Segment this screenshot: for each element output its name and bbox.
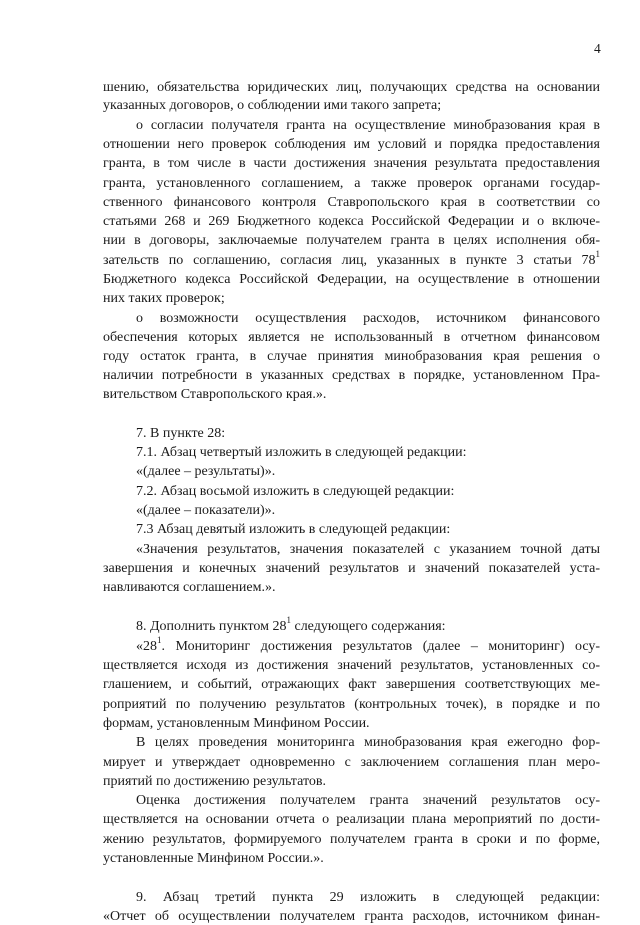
text-line: году остаток гранта, в случае принятия минобразования края решения о: [103, 349, 600, 364]
text-line: ственного финансового контроля Ставропольского края в соответствии со: [103, 195, 600, 210]
text-line: 7.2. Абзац восьмой изложить в следующей редакции:: [136, 484, 455, 499]
text-line: 7.1. Абзац четвертый изложить в следующей редакции:: [136, 445, 467, 460]
text-line: формам, установленным Минфином России.: [103, 716, 370, 731]
text-line-with-superscripts: статьями 268 и 269 Бюджетного кодекса Российской Федерации и о включе-: [103, 214, 601, 229]
text-line: установленные Минфином России.».: [103, 851, 324, 866]
text-line: 7.3 Абзац девятый изложить в следующей редакции:: [136, 522, 451, 537]
text-line: «(далее – результаты)».: [136, 464, 276, 479]
text-line: роприятий по получению результатов (контрольных точек), в порядке и по: [103, 697, 600, 712]
text-line: Оценка достижения получателем гранта значений результатов осу-: [136, 793, 600, 808]
text-line: В целях проведения мониторинга минобразования края ежегодно фор-: [136, 735, 600, 750]
superscript-mark: 1: [157, 635, 162, 646]
text-line-with-superscripts: зательств по соглашению, согласия лиц, указанных в пункте 3 статьи $78^1$: [103, 249, 601, 268]
text-line: наличии потребности в указанных средствах в порядке, установленном Пра-: [103, 368, 600, 383]
text-line-with-superscripts: «$28^1$. Мониторинг достижения результатов (далее – мониторинг) осу-: [136, 635, 601, 654]
text-line: жению результатов, формируемого получателем гранта в сроки и по форме,: [103, 832, 600, 847]
text-line: мирует и утверждает одновременно с заключением соглашения план меро-: [103, 755, 600, 770]
text-line: «Отчет об осуществлении получателем гранта расходов, источником финан-: [103, 909, 600, 924]
text-line: них таких проверок;: [103, 291, 225, 306]
text-line-with-superscripts: 8. Дополнить пунктом $28^1$ следующего содержания:: [136, 615, 446, 634]
text-line: 7. В пункте 28:: [136, 426, 226, 441]
text-line: ществляется исходя из достижения значений результатов, установленных со-: [103, 658, 600, 673]
text-line: ществляется на основании отчета о реализации плана мероприятий по дости-: [103, 812, 600, 827]
text-line: вительством Ставропольского края.».: [103, 387, 327, 402]
text-line: о согласии получателя гранта на осуществление минобразования края в: [136, 118, 600, 133]
text-line: «Значения результатов, значения показателей с указанием точной даты: [136, 542, 600, 557]
text-line: гранта, установленного соглашением, а также проверок органами государ-: [103, 176, 600, 191]
text-line: отношении него проверок соблюдения им условий и порядка предоставления: [103, 137, 600, 152]
text-line: навливаются соглашением.».: [103, 580, 276, 595]
superscript-mark: 1: [286, 615, 291, 626]
superscript-mark: 1: [595, 249, 601, 260]
text-line: 9. Абзац третий пункта 29 изложить в следующей редакции:: [136, 890, 600, 905]
text-line: приятий по достижению результатов.: [103, 774, 326, 789]
text-line: обеспечения которых является не использованный в отчетном финансовом: [103, 330, 600, 345]
text-line: «(далее – показатели)».: [136, 503, 276, 518]
text-line: завершения и конечных значений результатов и значений показателей уста-: [103, 561, 600, 576]
text-line: Бюджетного кодекса Российской Федерации, на осуществление в отношении: [103, 272, 600, 287]
text-line: о возможности осуществления расходов, источником финансового: [136, 311, 600, 326]
text-line: нии в договоры, заключаемые получателем гранта в целях исполнения обя-: [103, 233, 600, 248]
text-line: глашением, и событий, отражающих факт завершения соответствующих ме-: [103, 677, 600, 692]
page-number: 4: [594, 41, 601, 56]
text-line: гранта, в том числе в части достижения значения результата предоставления: [103, 156, 600, 171]
text-line: шению, обязательства юридических лиц, получающих средства на основании: [103, 80, 600, 95]
text-line: указанных договоров, о соблюдении ими такого запрета;: [103, 98, 442, 113]
